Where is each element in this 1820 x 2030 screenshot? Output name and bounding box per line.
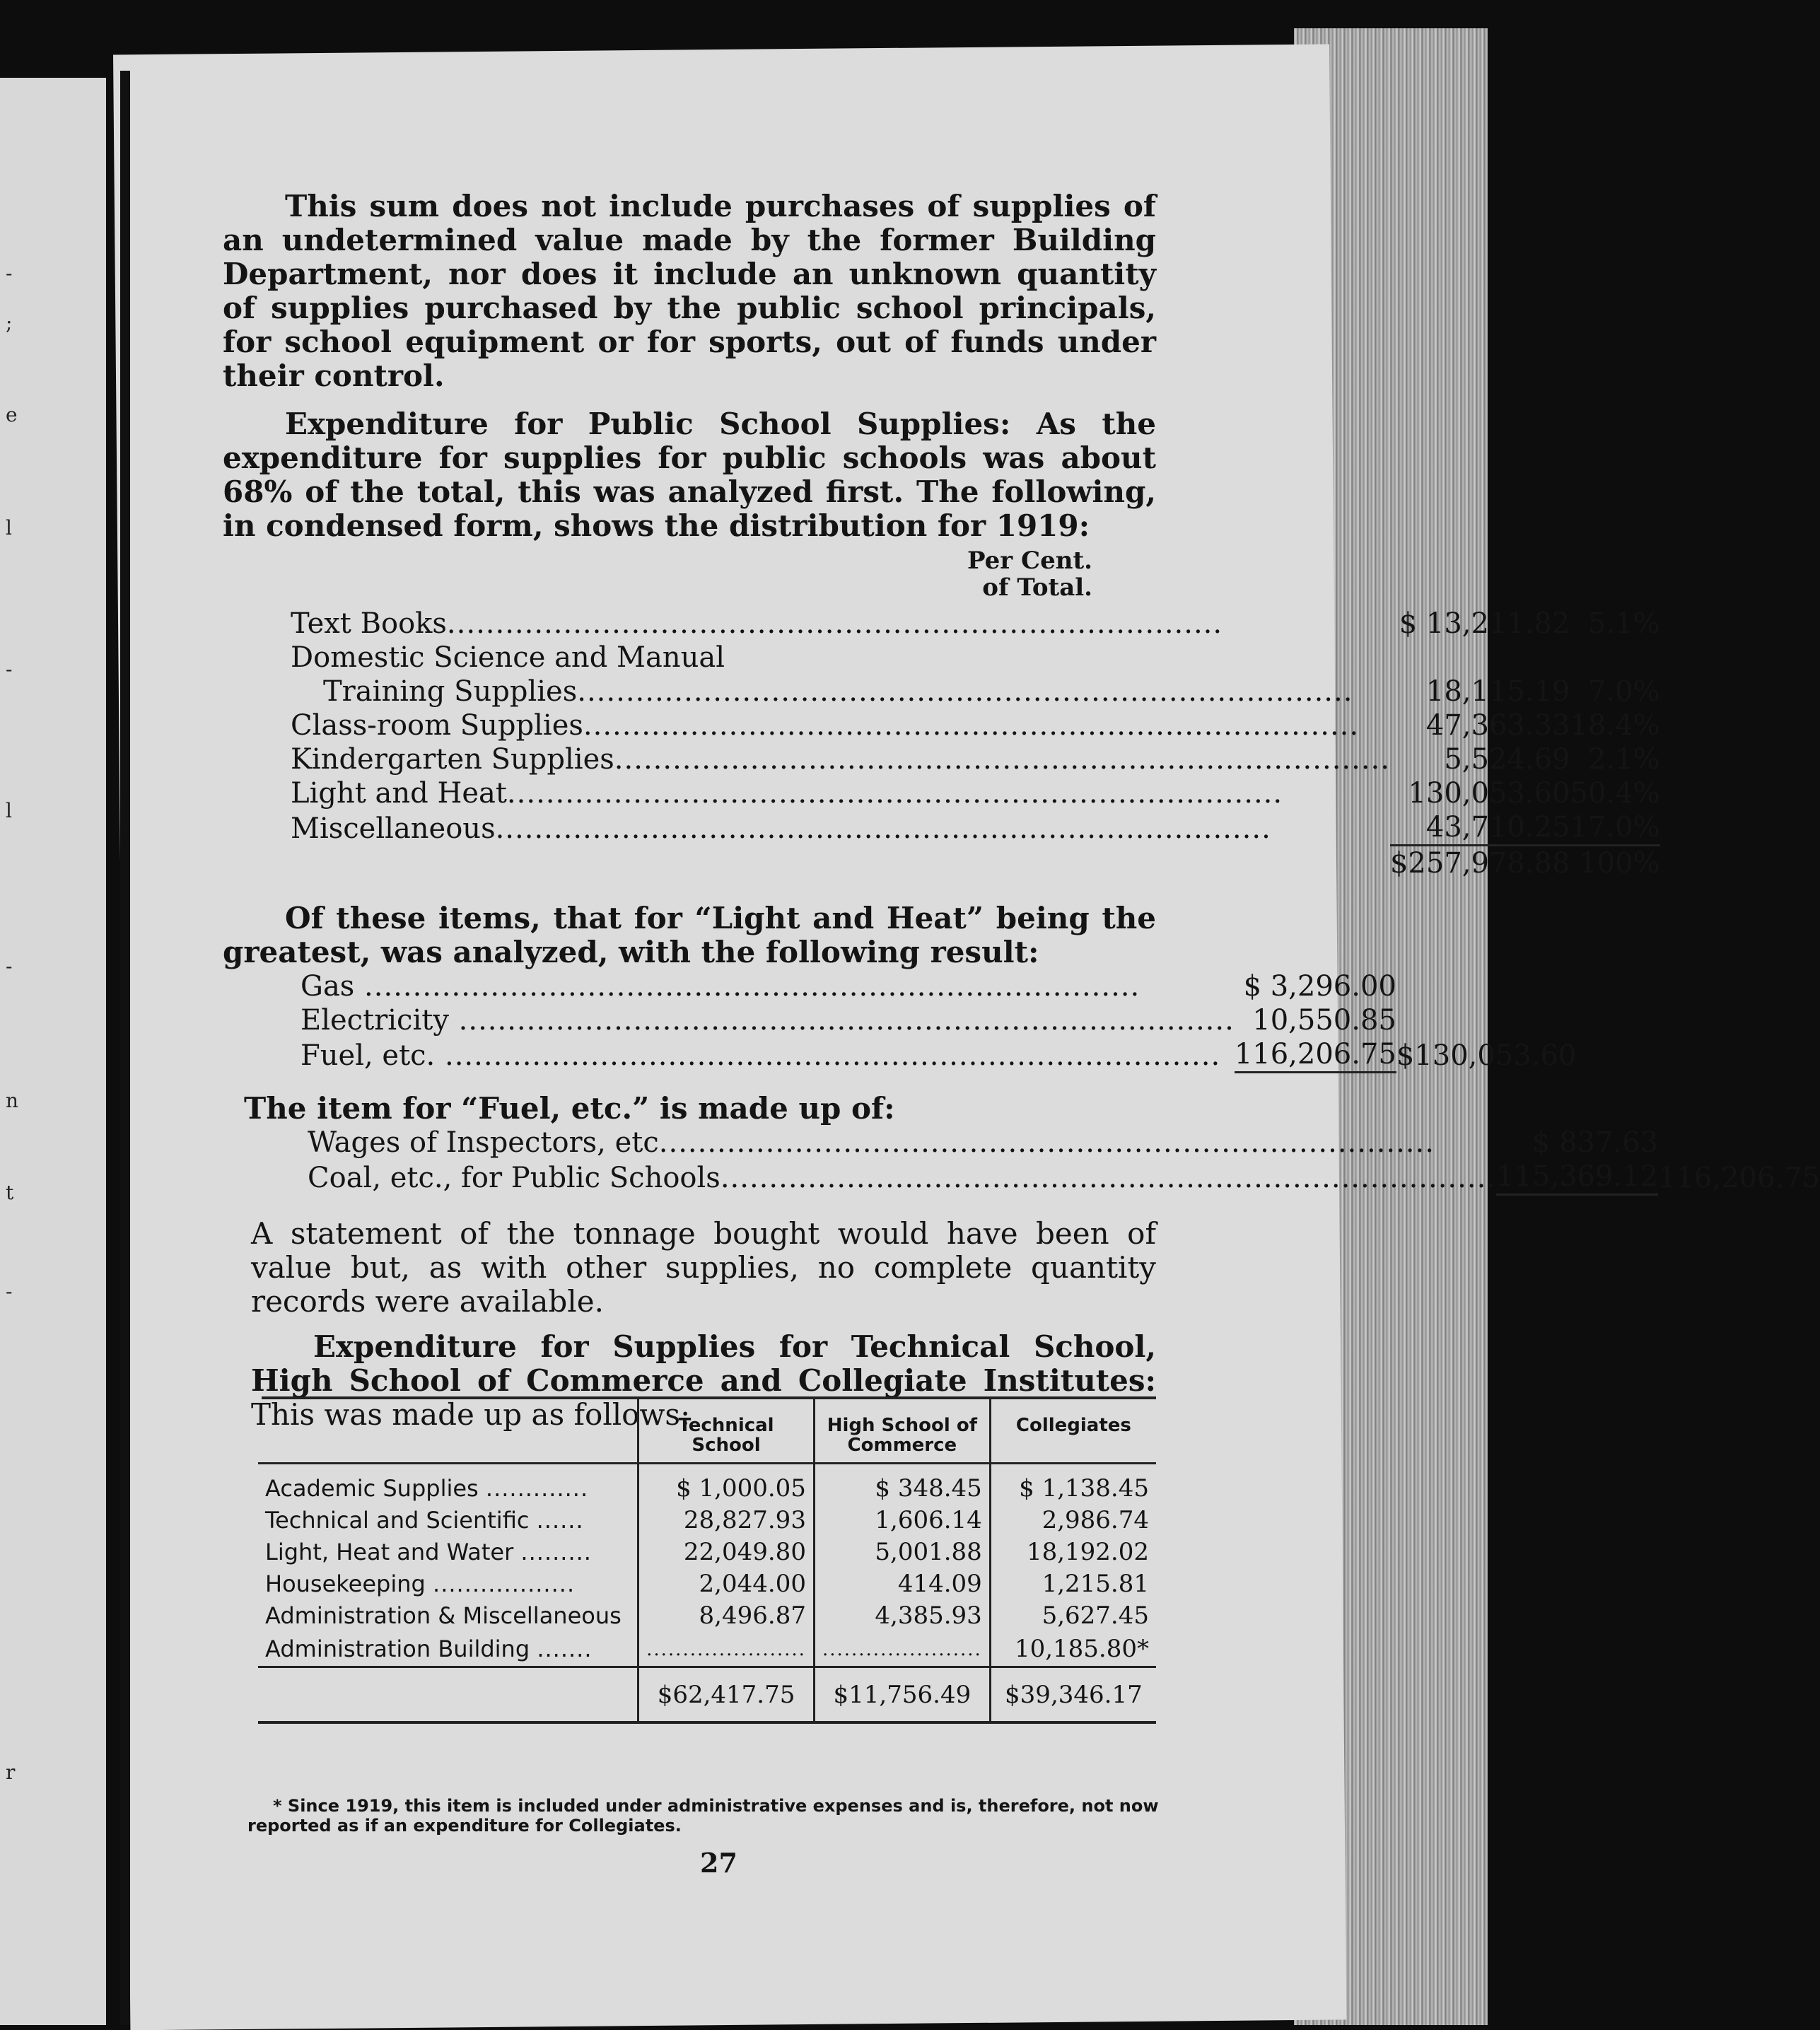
supplies-row: Academic Supplies ............. $ 1,000.05 $ 348.45 $ 1,138.45	[258, 1464, 1156, 1505]
distribution-table	[291, 607, 1660, 880]
percent-header	[223, 547, 1092, 601]
percent-header-line2: of Total.	[982, 573, 1092, 602]
distribution-total-pct: 100%	[1570, 846, 1659, 881]
cell-tech: 8,496.87	[638, 1600, 815, 1632]
distribution-row: Training Supplies................................................................................ 18,115.19 7.0%	[323, 675, 1660, 708]
section1-paragraph	[223, 407, 1156, 543]
row-label: Wages of Inspectors, etc	[308, 1126, 659, 1159]
total-tech: $62,417.75	[638, 1667, 815, 1723]
row-amount: 130,053.60	[1408, 777, 1570, 810]
row-percent: 50.4%	[1570, 777, 1660, 810]
cell-tech: 22,049.80	[638, 1536, 815, 1568]
light-heat-table	[301, 969, 1576, 1073]
row-percent: 5.1%	[1587, 607, 1660, 640]
light-heat-row: Fuel, etc. ................................................................................ 116,206.75 $130,053.60	[301, 1038, 1577, 1072]
row-label: Electricity	[301, 1004, 449, 1037]
distribution-row: Text Books................................................................................ $ 13,211.82 5.1%	[291, 607, 1660, 640]
row-label: Gas	[301, 970, 355, 1003]
distribution-row: Kindergarten Supplies................................................................................ 5,524.69 2.1%	[291, 743, 1660, 776]
row-amount: 5,524.69	[1444, 743, 1570, 776]
row-amount: 43,710.25	[1425, 811, 1570, 844]
cell-commerce: 5,001.88	[814, 1536, 990, 1568]
book-gutter	[120, 71, 130, 2025]
footnote: * Since 1919, this item is included under administrative expenses and is, therefore, not now reported as if an expenditure for Collegiates.	[247, 1796, 1159, 1836]
supplies-row: Technical and Scientific ...... 28,827.93 1,606.14 2,986.74	[258, 1505, 1156, 1536]
fuel-row: Wages of Inspectors, etc................................................................................ $ 837.63	[308, 1126, 1659, 1159]
cell-coll: 2,986.74	[990, 1505, 1156, 1536]
supplies-table-header	[258, 1399, 1156, 1464]
row-amount: $ 13,211.82	[1399, 607, 1570, 640]
intro-paragraph: This sum does not include purchases of supplies of an undetermined value made by the former Building Department, nor does it include an unknown quantity of supplies purchased by the public school principals, for school equipment or for sports, out of funds under their control.	[223, 189, 1156, 393]
row-amount: $ 3,296.00	[1243, 970, 1396, 1003]
row-amount: $ 837.63	[1532, 1126, 1659, 1159]
section2-text: This was made up as follows:	[251, 1397, 691, 1432]
row-amount: 10,550.85	[1252, 1004, 1396, 1037]
row-percent: 17.0%	[1570, 811, 1660, 844]
cell-coll: 10,185.80*	[990, 1632, 1156, 1667]
fuel-table	[308, 1126, 1820, 1196]
section1-heading: Expenditure for Public School Supplies:	[285, 407, 1011, 441]
distribution-row	[291, 641, 1660, 675]
col-technical-school: Technical School	[638, 1399, 815, 1464]
fuel-row: Coal, etc., for Public Schools................................................................................ 115,369.12 116,206.75	[308, 1160, 1820, 1194]
row-label: Training Supplies	[323, 675, 578, 708]
row-label: Housekeeping	[265, 1570, 426, 1597]
distribution-row: Miscellaneous................................................................................ 43,710.25 17.0%	[291, 811, 1660, 845]
row-label: Class-room Supplies	[291, 709, 583, 742]
row-label: Academic Supplies	[265, 1475, 479, 1502]
row-percent: 7.0%	[1587, 675, 1660, 708]
cell-tech: 28,827.93	[638, 1505, 815, 1536]
fuel-total: 116,206.75	[1658, 1161, 1820, 1194]
supplies-row	[258, 1600, 1156, 1632]
row-label: Kindergarten Supplies	[291, 743, 614, 776]
col-high-school-commerce: High School of Commerce	[814, 1399, 990, 1464]
cell-tech: $ 1,000.05	[638, 1464, 815, 1505]
cell-tech: ......................	[638, 1632, 815, 1667]
supplies-row: Administration Building ....... ...................... ...................... 10,185.80*	[258, 1632, 1156, 1667]
row-label: Text Books	[291, 607, 447, 640]
page-content	[223, 189, 1820, 1432]
cell-commerce: $ 348.45	[814, 1464, 990, 1505]
section1-text: As the expenditure for supplies for public schools was about 68% of the total, this was analyzed first. The following, in condensed form, shows the distribution for 1919:	[223, 407, 1156, 543]
total-commerce: $11,756.49	[814, 1667, 990, 1723]
light-heat-row: Electricity ................................................................................ 10,550.85	[301, 1004, 1396, 1037]
section2-heading: Expenditure for Supplies for Technical School, High School of Commerce and Collegiate Institutes:	[251, 1329, 1156, 1398]
light-heat-row: Gas ................................................................................ $ 3,296.00	[301, 970, 1396, 1003]
cell-commerce: 1,606.14	[814, 1505, 990, 1536]
row-label: Technical and Scientific	[265, 1507, 530, 1534]
row-label: Administration & Miscellaneous	[265, 1602, 622, 1629]
supplies-row: Light, Heat and Water ......... 22,049.80 5,001.88 18,192.02	[258, 1536, 1156, 1568]
cell-commerce: 4,385.93	[814, 1600, 990, 1632]
row-label: Administration Building	[265, 1635, 530, 1662]
row-amount: 18,115.19	[1425, 675, 1570, 708]
table-bottom-rule	[258, 1722, 1156, 1724]
distribution-total-row	[291, 846, 1660, 881]
left-page-edge: - ; e l - l - n t - r	[0, 78, 106, 2025]
row-amount	[1390, 641, 1570, 675]
cell-coll: 1,215.81	[990, 1568, 1156, 1600]
distribution-row: Class-room Supplies................................................................................ 47,363.33 18.4%	[291, 709, 1660, 742]
row-label: Light, Heat and Water	[265, 1539, 514, 1565]
supplies-row: Housekeeping .................. 2,044.00 414.09 1,215.81	[258, 1568, 1156, 1600]
cell-coll: 5,627.45	[990, 1600, 1156, 1632]
col-collegiates: Collegiates	[990, 1399, 1156, 1464]
row-label: Light and Heat	[291, 777, 507, 810]
row-amount: 115,369.12	[1496, 1160, 1658, 1195]
fuel-paragraph: The item for “Fuel, etc.” is made up of:	[244, 1091, 895, 1126]
cell-commerce: 414.09	[814, 1568, 990, 1600]
light-heat-paragraph: Of these items, that for “Light and Heat” being the greatest, was analyzed, with the following result:	[223, 901, 1156, 969]
distribution-row: Light and Heat................................................................................ 130,053.60 50.4%	[291, 777, 1660, 810]
distribution-total-amount: $257,978.88	[1390, 846, 1570, 881]
tonnage-paragraph: A statement of the tonnage bought would have been of value but, as with other supplies, no complete quantity records were available.	[251, 1216, 1156, 1319]
table-top-rule	[262, 1396, 1156, 1399]
light-heat-total: $130,053.60	[1396, 1039, 1577, 1072]
row-amount: 116,206.75	[1235, 1037, 1396, 1073]
row-label: Miscellaneous	[291, 812, 496, 845]
row-label: Fuel, etc.	[301, 1039, 436, 1072]
cell-coll: $ 1,138.45	[990, 1464, 1156, 1505]
percent-header-line1: Per Cent.	[967, 547, 1092, 575]
page-number: 27	[700, 1847, 737, 1879]
row-percent	[1570, 641, 1659, 675]
cell-commerce: ......................	[814, 1632, 990, 1667]
supplies-total-row	[258, 1667, 1156, 1723]
cell-coll: 18,192.02	[990, 1536, 1156, 1568]
supplies-table	[258, 1399, 1156, 1724]
row-percent: 18.4%	[1570, 709, 1660, 742]
row-percent: 2.1%	[1587, 743, 1660, 776]
cell-tech: 2,044.00	[638, 1568, 815, 1600]
row-label: Coal, etc., for Public Schools	[308, 1161, 721, 1194]
row-label: Domestic Science and Manual	[291, 641, 725, 674]
total-coll: $39,346.17	[990, 1667, 1156, 1723]
row-amount: 47,363.33	[1425, 709, 1570, 742]
